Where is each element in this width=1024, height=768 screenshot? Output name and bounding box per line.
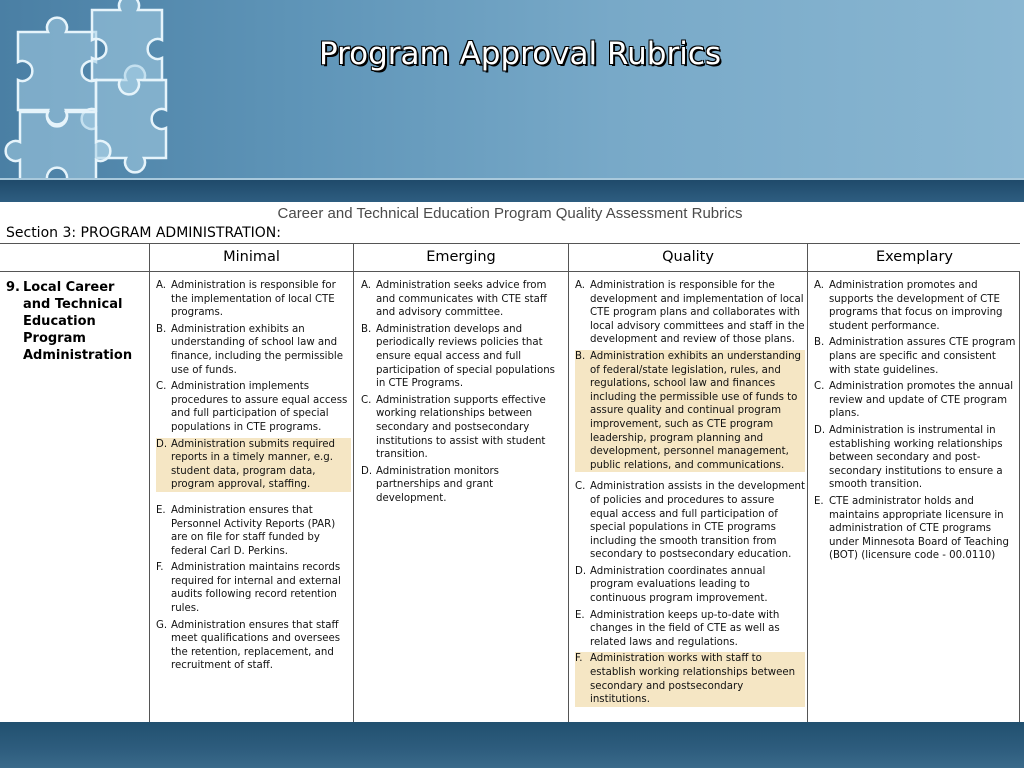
quality-item: A. Administration is responsible for the development and implementation of local CTE program plans and collaborates with local advisory committees and staff in the development and review of those plans.	[575, 280, 805, 346]
header-band	[0, 178, 1024, 204]
slide-header	[0, 0, 1024, 178]
exemplary-column	[807, 271, 1020, 722]
minimal-column	[149, 271, 353, 722]
quality-item-highlighted: F. Administration works with staff to establish working relationships between secondary and postsecondary institutions.	[575, 652, 805, 706]
row-label	[6, 279, 146, 364]
exemplary-item: C. Administration promotes the annual review and update of CTE program plans.	[814, 381, 1014, 420]
exemplary-item: D. Administration is instrumental in establishing working relationships between secondary and post-secondary institutions to ensure a smooth transition.	[814, 424, 1003, 491]
document-subtitle: Career and Technical Education Program Quality Assessment Rubrics	[277, 205, 743, 222]
column-header-exemplary: Exemplary	[807, 244, 1021, 271]
minimal-item: A. Administration is responsible for the implementation of local CTE programs.	[156, 280, 336, 319]
emerging-column	[353, 271, 568, 722]
section-heading: Section 3: PROGRAM ADMINISTRATION:	[6, 225, 281, 241]
minimal-item: E. Administration ensures that Personnel Activity Reports (PAR) are on file for staff funded by federal Carl D. Perkins.	[156, 504, 336, 557]
quality-item: D. Administration coordinates annual program evaluations leading to continuous program improvement.	[575, 565, 768, 605]
minimal-item: C. Administration implements procedures to assure equal access and full participation of special populations in CTE programs.	[156, 381, 348, 433]
slide-title: Program Approval Rubrics	[318, 36, 722, 72]
puzzle-pieces-icon	[0, 0, 180, 190]
table-header-row	[0, 243, 1020, 272]
quality-item-highlighted: B. Administration exhibits an understanding of federal/state legislation, rules, and regulations, school law and finances including the permissible use of funds to assure quality and continual program improvement, such as CTE program leadership, program planning and development, personnel management, public relations, and communications.	[575, 350, 805, 472]
exemplary-item: A. Administration promotes and supports the development of CTE programs that focus on improving student performance.	[814, 280, 1003, 332]
column-header-minimal: Minimal	[149, 244, 353, 271]
row-title: Local Career and Technical Education Program Administration	[23, 280, 133, 363]
emerging-item: D. Administration monitors partnerships and grant development.	[361, 465, 499, 504]
minimal-item: G. Administration ensures that staff meet qualifications and oversees the retention, replacement, and recruitment of staff.	[156, 619, 341, 672]
quality-column	[568, 271, 807, 722]
exemplary-item: B. Administration assures CTE program plans are specific and consistent with state guidelines.	[814, 337, 1016, 376]
emerging-item: A. Administration seeks advice from and communicates with CTE staff and advisory committee.	[361, 280, 547, 319]
quality-item: E. Administration keeps up-to-date with changes in the field of CTE as well as related laws and regulations.	[575, 609, 780, 648]
row-number: 9.	[6, 280, 20, 295]
exemplary-item: E. CTE administrator holds and maintains appropriate licensure in administration of CTE programs under Minnesota Board of Teaching (BOT) (licensure code - 00.0110)	[814, 495, 1009, 562]
rubric-document	[0, 202, 1024, 722]
minimal-item: F. Administration maintains records required for internal and external audits following record retention rules.	[156, 562, 341, 615]
column-header-emerging: Emerging	[353, 244, 568, 271]
emerging-item: C. Administration supports effective working relationships between secondary and postsecondary institutions to assist with student transition.	[361, 394, 546, 461]
minimal-item-highlighted: D. Administration submits required reports in a timely manner, e.g. student data, program data, program approval, staffing.	[156, 438, 351, 492]
minimal-item: B. Administration exhibits an understanding of school law and finance, including the permissible use of funds.	[156, 323, 344, 376]
footer-band	[0, 722, 1024, 768]
quality-item: C. Administration assists in the development of policies and procedures to assure equal access and full participation of special populations in CTE programs including the smooth transition from secondary to postsecondary education.	[575, 481, 806, 561]
column-header-quality: Quality	[568, 244, 807, 271]
emerging-item: B. Administration develops and periodically reviews policies that ensure equal access and full participation of special populations in CTE Programs.	[361, 323, 555, 390]
